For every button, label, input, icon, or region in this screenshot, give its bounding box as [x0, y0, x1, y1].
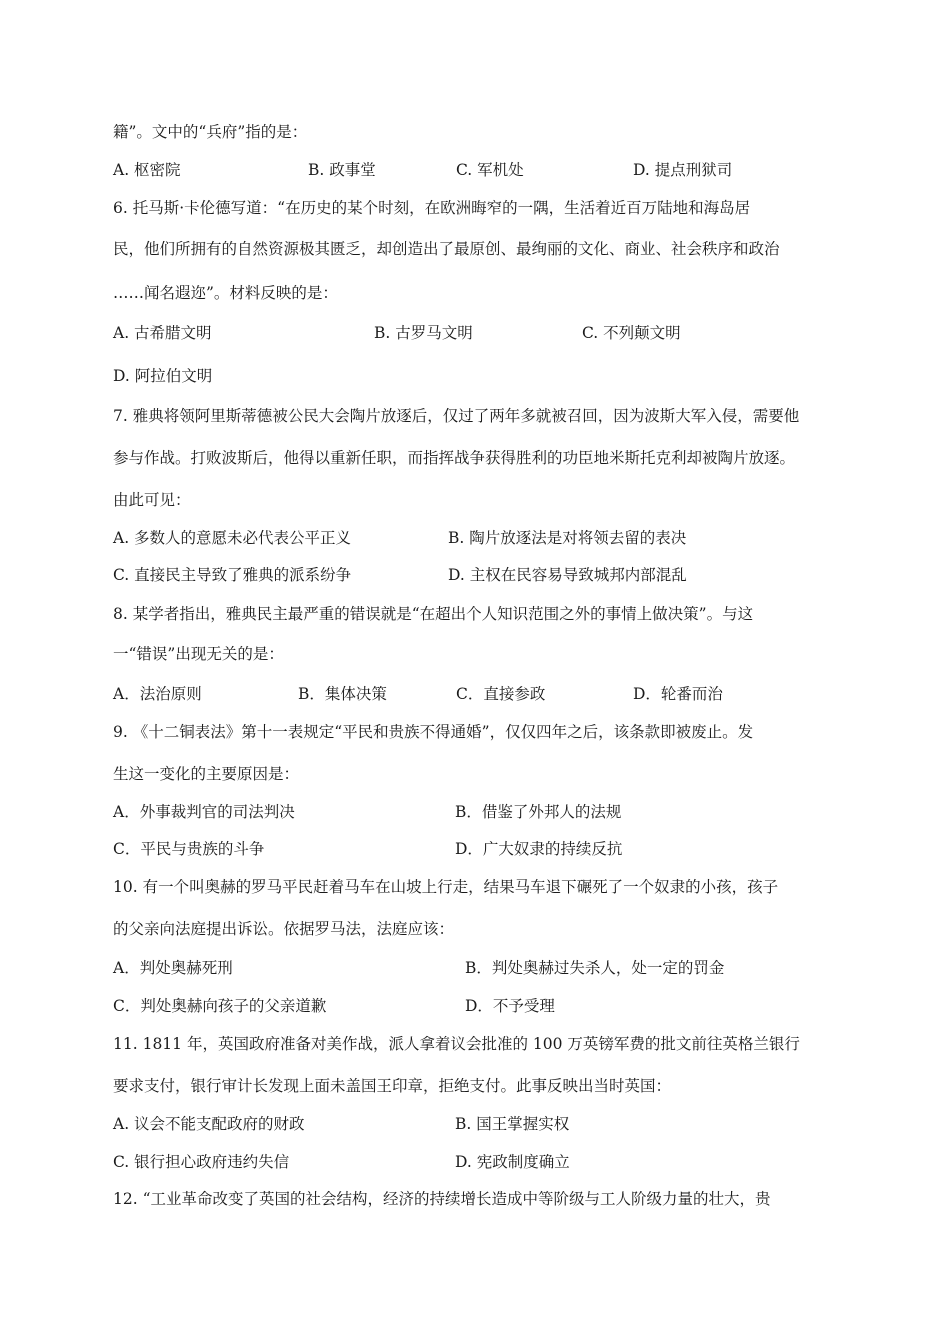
answer-options-row — [113, 839, 838, 859]
answer-option: A．外事裁判官的司法判决 — [113, 803, 295, 821]
answer-option: B．判处奥赫过失杀人，处一定的罚金 — [465, 959, 725, 977]
answer-option: B．借鉴了外邦人的法规 — [455, 803, 622, 821]
text-line: 的父亲向法庭提出诉讼。依据罗马法，法庭应该： — [113, 920, 455, 938]
answer-options-row — [113, 684, 838, 704]
answer-option: B．集体决策 — [298, 685, 387, 703]
answer-option: C．直接参政 — [456, 685, 546, 703]
text-line: 7. 雅典将领阿里斯蒂德被公民大会陶片放逐后，仅过了两年多就被召回，因为波斯大军入侵，需要他 — [113, 407, 800, 425]
text-line: 6. 托马斯·卡伦德写道：“在历史的某个时刻，在欧洲晦窄的一隅，生活着近百万陆地和海岛居 — [113, 199, 751, 217]
text-line: 民，他们所拥有的自然资源极其匮乏，却创造出了最原创、最绚丽的文化、商业、社会秩序和政治 — [113, 240, 780, 258]
text-line: ……闻名遐迩”。材料反映的是： — [113, 284, 338, 302]
answer-options-row — [113, 958, 838, 978]
text-line: 籍”。文中的“兵府”指的是： — [113, 123, 308, 141]
answer-option: C．平民与贵族的斗争 — [113, 840, 265, 858]
text-line: 9. 《十二铜表法》第十一表规定“平民和贵族不得通婚”，仅仅四年之后，该条款即被废止。发 — [113, 723, 754, 741]
answer-option: A．法治原则 — [113, 685, 202, 703]
answer-option: A. 古希腊文明 — [113, 324, 212, 342]
answer-options-row — [113, 1152, 838, 1172]
answer-option: C. 直接民主导致了雅典的派系纷争 — [113, 566, 352, 584]
text-line: 11. 1811 年，英国政府准备对美作战，派人拿着议会批准的 100 万英镑军费的批文前往英格兰银行 — [113, 1035, 800, 1053]
answer-option: C．判处奥赫向孩子的父亲道歉 — [113, 997, 327, 1015]
answer-option: D．不予受理 — [465, 997, 555, 1015]
answer-options-row — [113, 528, 838, 548]
text-line: 参与作战。打败波斯后，他得以重新任职，而指挥战争获得胜利的功臣地米斯托克利却被陶片放逐。 — [113, 449, 796, 467]
answer-option: C. 军机处 — [456, 161, 524, 179]
answer-options-row — [113, 323, 838, 343]
answer-option: A．判处奥赫死刑 — [113, 959, 233, 977]
answer-option: D. 主权在民容易导致城邦内部混乱 — [448, 566, 687, 584]
text-line: 12. “工业革命改变了英国的社会结构，经济的持续增长造成中等阶级与工人阶级力量的壮大，贵 — [113, 1190, 771, 1208]
answer-option: D．广大奴隶的持续反抗 — [455, 840, 623, 858]
text-line: 生这一变化的主要原因是： — [113, 765, 300, 783]
answer-option: B. 政事堂 — [308, 161, 376, 179]
answer-options-row — [113, 802, 838, 822]
answer-option: D．轮番而治 — [633, 685, 723, 703]
answer-option: A. 枢密院 — [113, 161, 181, 179]
text-line: 由此可见： — [113, 491, 191, 509]
answer-option: C. 银行担心政府违约失信 — [113, 1153, 290, 1171]
text-line: 10. 有一个叫奥赫的罗马平民赶着马车在山坡上行走，结果马车退下碾死了一个奴隶的小孩，孩子 — [113, 878, 779, 896]
answer-option: D. 宪政制度确立 — [455, 1153, 570, 1171]
answer-option: D. 提点刑狱司 — [633, 161, 733, 179]
answer-options-row — [113, 160, 838, 180]
answer-options-row — [113, 565, 838, 585]
answer-option: B. 国王掌握实权 — [455, 1115, 570, 1133]
answer-options-row — [113, 1114, 838, 1134]
text-line: D. 阿拉伯文明 — [113, 367, 213, 385]
answer-option: B. 古罗马文明 — [374, 324, 473, 342]
text-line: 要求支付，银行审计长发现上面未盖国王印章，拒绝支付。此事反映出当时英国： — [113, 1077, 672, 1095]
text-line: 一“错误”出现无关的是： — [113, 645, 284, 663]
text-line: 8. 某学者指出，雅典民主最严重的错误就是“在超出个人知识范围之外的事情上做决策”。与这 — [113, 605, 754, 623]
answer-option: A. 议会不能支配政府的财政 — [113, 1115, 305, 1133]
answer-option: B. 陶片放逐法是对将领去留的表决 — [448, 529, 687, 547]
answer-option: A. 多数人的意愿未必代表公平正义 — [113, 529, 352, 547]
answer-option: C. 不列颠文明 — [582, 324, 681, 342]
answer-options-row — [113, 996, 838, 1016]
